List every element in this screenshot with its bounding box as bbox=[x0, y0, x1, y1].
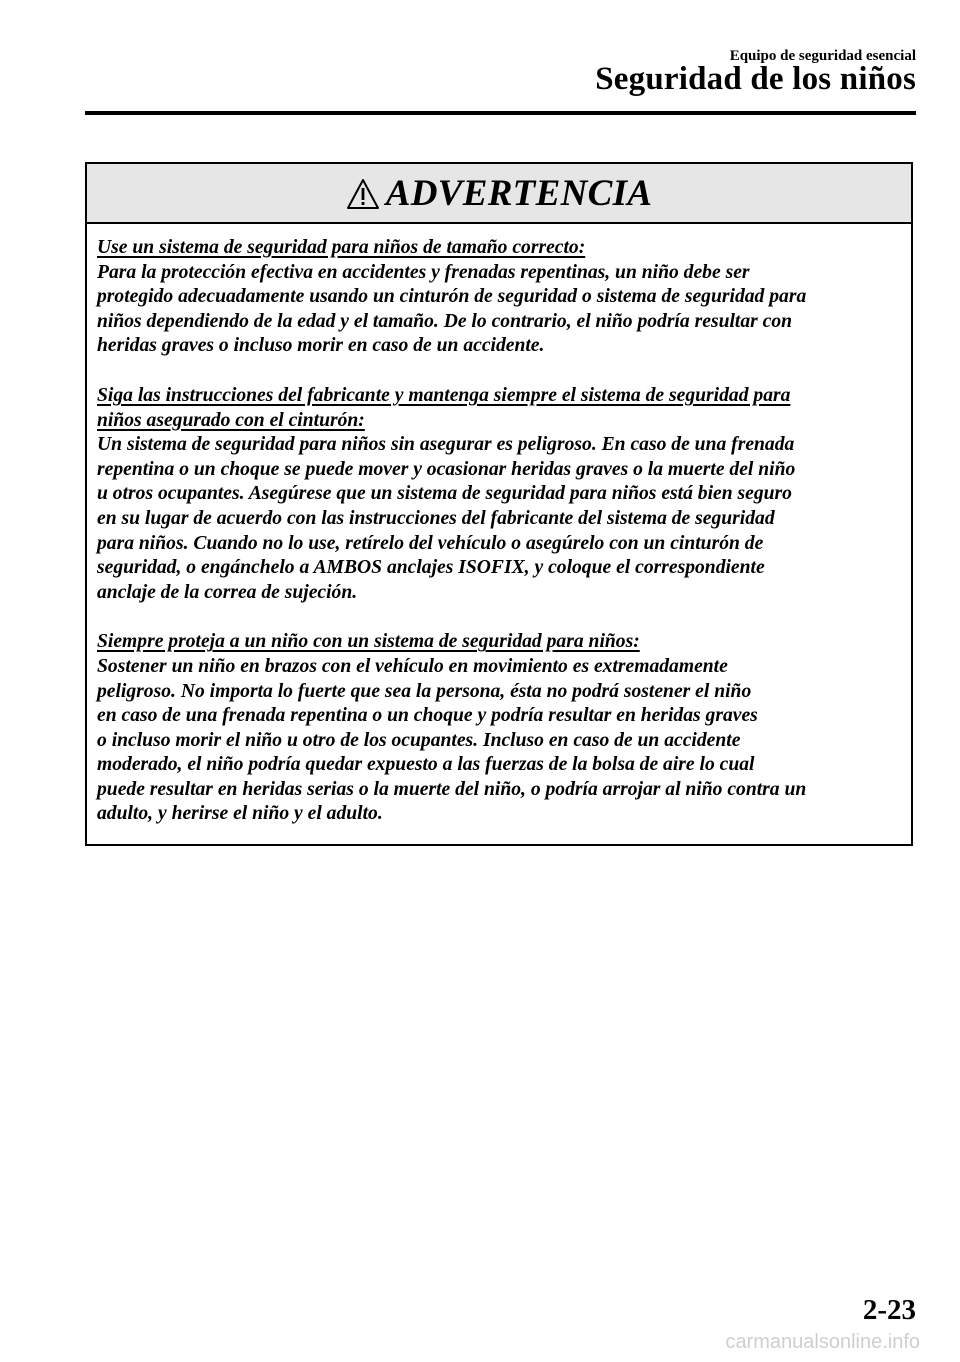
paragraph-line: niños dependiendo de la edad y el tamaño. De lo contrario, el niño podría resultar con bbox=[97, 310, 793, 332]
paragraph-line: en su lugar de acuerdo con las instrucciones del fabricante del sistema de seguridad bbox=[97, 507, 775, 529]
paragraph-line: peligroso. No importa lo fuerte que sea la persona, ésta no podrá sostener el niño bbox=[97, 680, 752, 702]
paragraph-line: Para la protección efectiva en accidentes y frenadas repentinas, un niño debe ser bbox=[97, 261, 750, 283]
warning-box bbox=[85, 162, 913, 846]
paragraph-heading: Siempre proteja a un niño con un sistema de seguridad para niños: bbox=[97, 631, 640, 653]
page-title: Seguridad de los niños bbox=[595, 61, 916, 97]
header-rule bbox=[85, 111, 916, 115]
paragraph-line: protegido adecuadamente usando un cinturón de seguridad o sistema de seguridad para bbox=[97, 286, 807, 308]
paragraph-line: seguridad, o engánchelo a AMBOS anclajes ISOFIX, y coloque el correspondiente bbox=[97, 557, 765, 579]
warning-paragraph bbox=[97, 384, 901, 605]
paragraph-line: adulto, y herirse el niño y el adulto. bbox=[97, 803, 383, 825]
paragraph-line: anclaje de la correa de sujeción. bbox=[97, 581, 358, 603]
paragraph-line: o incluso morir el niño u otro de los ocupantes. Incluso en caso de un accidente bbox=[97, 729, 741, 751]
paragraph-line: heridas graves o incluso morir en caso de un accidente. bbox=[97, 335, 545, 357]
warning-paragraph bbox=[97, 236, 901, 359]
paragraph-line: para niños. Cuando no lo use, retírelo del vehículo o asegúrelo con un cinturón de bbox=[97, 532, 764, 554]
section-label: Equipo de seguridad esencial bbox=[729, 48, 916, 64]
paragraph-line: puede resultar en heridas serias o la muerte del niño, o podría arrojar al niño contra un bbox=[97, 778, 807, 800]
warning-header bbox=[87, 164, 911, 224]
warning-triangle-icon bbox=[346, 178, 380, 210]
paragraph-heading: Use un sistema de seguridad para niños de tamaño correcto: bbox=[97, 237, 586, 258]
warning-paragraph bbox=[97, 630, 901, 827]
paragraph-line: moderado, el niño podría quedar expuesto a las fuerzas de la bolsa de aire lo cual bbox=[97, 754, 755, 776]
watermark: carmanualsonline.info bbox=[725, 1331, 920, 1353]
paragraph-line: u otros ocupantes. Asegúrese que un sistema de seguridad para niños está bien seguro bbox=[97, 483, 792, 505]
paragraph-line: Sostener un niño en brazos con el vehículo en movimiento es extremadamente bbox=[97, 655, 728, 677]
warning-body bbox=[87, 224, 911, 827]
paragraph-line: en caso de una frenada repentina o un choque y podría resultar en heridas graves bbox=[97, 705, 758, 727]
paragraph-line: repentina o un choque se puede mover y ocasionar heridas graves o la muerte del niño bbox=[97, 458, 796, 480]
paragraph-heading: niños asegurado con el cinturón: bbox=[97, 409, 365, 431]
page-number: 2-23 bbox=[862, 1294, 916, 1326]
paragraph-line: Un sistema de seguridad para niños sin asegurar es peligroso. En caso de una frenada bbox=[97, 434, 795, 456]
paragraph-heading: Siga las instrucciones del fabricante y mantenga siempre el sistema de seguridad para bbox=[97, 384, 791, 406]
warning-title: ADVERTENCIA bbox=[385, 172, 653, 214]
